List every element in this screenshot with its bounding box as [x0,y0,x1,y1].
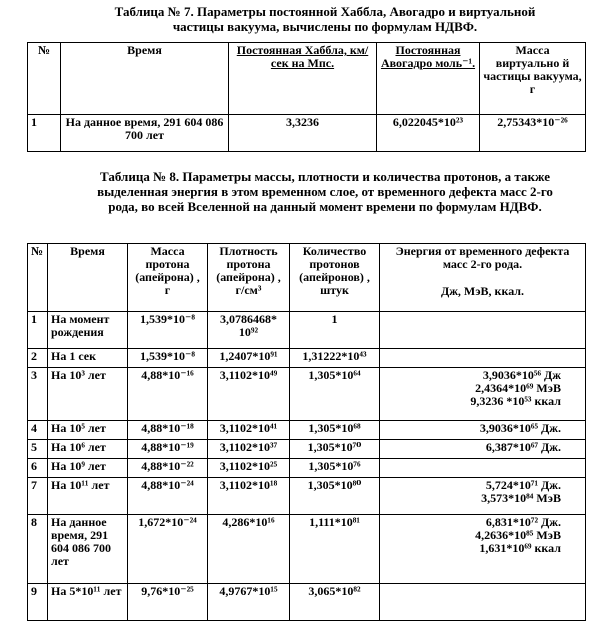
table8-cell-energy: 3,9036*10⁶⁵ Дж. [380,421,586,440]
table8-header-mass: Масса протона (апейрона) , г [128,244,208,312]
table8-cell-count: 1,305*10⁶⁸ [290,421,380,440]
table8-cell-mass: 4,88*10⁻²² [128,459,208,478]
table7-header-num: № [28,43,61,115]
table8-cell-num: 1 [28,312,48,349]
table8-cell-count: 1,31222*10⁴³ [290,349,380,368]
proton-parameters-table [27,243,586,621]
table8-header-energy-units: Дж, МэВ, ккал. [440,284,525,298]
table8-cell-time: На 10⁶ лет [48,440,128,459]
table8-cell-num: 7 [28,478,48,515]
table8-cell-energy [380,349,586,368]
hubble-avogadro-table [27,42,586,152]
table8-cell-density: 3,0786468* 10⁹² [208,312,290,349]
table-row [28,440,586,459]
table8-cell-num: 5 [28,440,48,459]
table8-cell-mass: 4,88*10⁻¹⁸ [128,421,208,440]
table8-cell-time: На 10⁹ лет [48,459,128,478]
table-row [28,515,586,584]
table8-cell-num: 2 [28,349,48,368]
table8-cell-energy: 6,387*10⁶⁷ Дж. [380,440,586,459]
table-row [28,115,586,152]
table8-cell-mass: 4,88*10⁻¹⁹ [128,440,208,459]
table8-cell-energy [380,584,586,621]
table-row [28,584,586,621]
table8-cell-density: 3,1102*10¹⁸ [208,478,290,515]
table8-cell-count: 1,305*10⁸⁰ [290,478,380,515]
table8-cell-time: На 5*10¹¹ лет [48,584,128,621]
table8-cell-time: На момент рождения [48,312,128,349]
table7-header-row [28,43,586,115]
table8-header-num: № [28,244,48,312]
table8-cell-mass: 4,88*10⁻²⁴ [128,478,208,515]
table8-cell-energy [380,312,586,349]
table7-cell-mass: 2,75343*10⁻²⁶ [480,115,586,152]
table7-cell-num: 1 [28,115,61,152]
table8-cell-count: 3,065*10⁸² [290,584,380,621]
table8-cell-num: 8 [28,515,48,584]
table7-header-time: Время [61,43,229,115]
table8-cell-num: 3 [28,368,48,421]
table8-cell-count: 1,305*10⁷⁰ [290,440,380,459]
table8-cell-density: 4,286*10¹⁶ [208,515,290,584]
table7-cell-avogadro: 6,022045*10²³ [377,115,480,152]
table8-cell-num: 4 [28,421,48,440]
table8-header-row [28,244,586,312]
table7-header-mass: Масса виртуально й частицы вакуума, г [480,43,586,115]
table-row [28,312,586,349]
table8-cell-mass: 1,672*10⁻²⁴ [128,515,208,584]
table8-cell-energy [380,459,586,478]
table7-cell-time: На данное время, 291 604 086 700 лет [61,115,229,152]
table-row [28,368,586,421]
table8-cell-time: На 10³ лет [48,368,128,421]
table8-header-time: Время [48,244,128,312]
table-row [28,459,586,478]
table8-cell-density: 3,1102*10²⁵ [208,459,290,478]
table8-cell-energy: 3,9036*10⁵⁶ Дж 2,4364*10⁶⁹ МэВ 9,3236 *10⁵³ ккал [380,368,586,421]
table8-cell-num: 9 [28,584,48,621]
table8-cell-time: На 10⁵ лет [48,421,128,440]
table8-header-energy [380,244,586,312]
table8-cell-energy: 6,831*10⁷² Дж. 4,2636*10⁸⁵ МэВ 1,631*10⁶⁹ ккал [380,515,586,584]
table8-cell-density: 3,1102*10³⁷ [208,440,290,459]
table7-caption: Таблица № 7. Параметры постоянной Хаббла, Авогадро и виртуальной частицы вакуума, вычислены по формулам НДВФ. [114,4,536,34]
table8-cell-density: 3,1102*10⁴⁹ [208,368,290,421]
table8-cell-mass: 4,88*10⁻¹⁶ [128,368,208,421]
table8-cell-count: 1,305*10⁷⁶ [290,459,380,478]
table8-caption: Таблица № 8. Параметры массы, плотности и количества протонов, а также выделенная энергия в этом временном слое, от временного дефекта масс 2-го рода, во всей Вселенной на данный момент времени по формулам НДВФ. [97,169,553,214]
table8-header-count: Количество протонов (апейронов) , штук [290,244,380,312]
table-row [28,421,586,440]
table8-cell-time: На 1 сек [48,349,128,368]
table8-cell-count: 1,305*10⁶⁴ [290,368,380,421]
table7-header-hubble: Постоянная Хаббла, км/сек на Мпс. [229,43,377,115]
table8-cell-num: 6 [28,459,48,478]
table8-cell-time: На 10¹¹ лет [48,478,128,515]
table-row [28,478,586,515]
table7-cell-hubble: 3,3236 [229,115,377,152]
table8-cell-energy: 5,724*10⁷¹ Дж. 3,573*10⁸⁴ МэВ [380,478,586,515]
table8-cell-mass: 9,76*10⁻²⁵ [128,584,208,621]
table8-cell-mass: 1,539*10⁻⁸ [128,349,208,368]
table8-cell-time: На данное время, 291 604 086 700 лет [48,515,128,584]
table8-cell-count: 1 [290,312,380,349]
table8-header-energy-title: Энергия от временного дефекта масс 2-го рода. [395,244,570,271]
table8-cell-density: 3,1102*10⁴¹ [208,421,290,440]
table8-cell-mass: 1,539*10⁻⁸ [128,312,208,349]
table8-cell-density: 1,2407*10⁹¹ [208,349,290,368]
table7-header-avogadro: Постоянная Авогадро моль⁻¹. [377,43,480,115]
table8-header-density: Плотность протона (апейрона) , г/см³ [208,244,290,312]
table8-cell-density: 4,9767*10¹⁵ [208,584,290,621]
table8-cell-count: 1,111*10⁸¹ [290,515,380,584]
table-row [28,349,586,368]
